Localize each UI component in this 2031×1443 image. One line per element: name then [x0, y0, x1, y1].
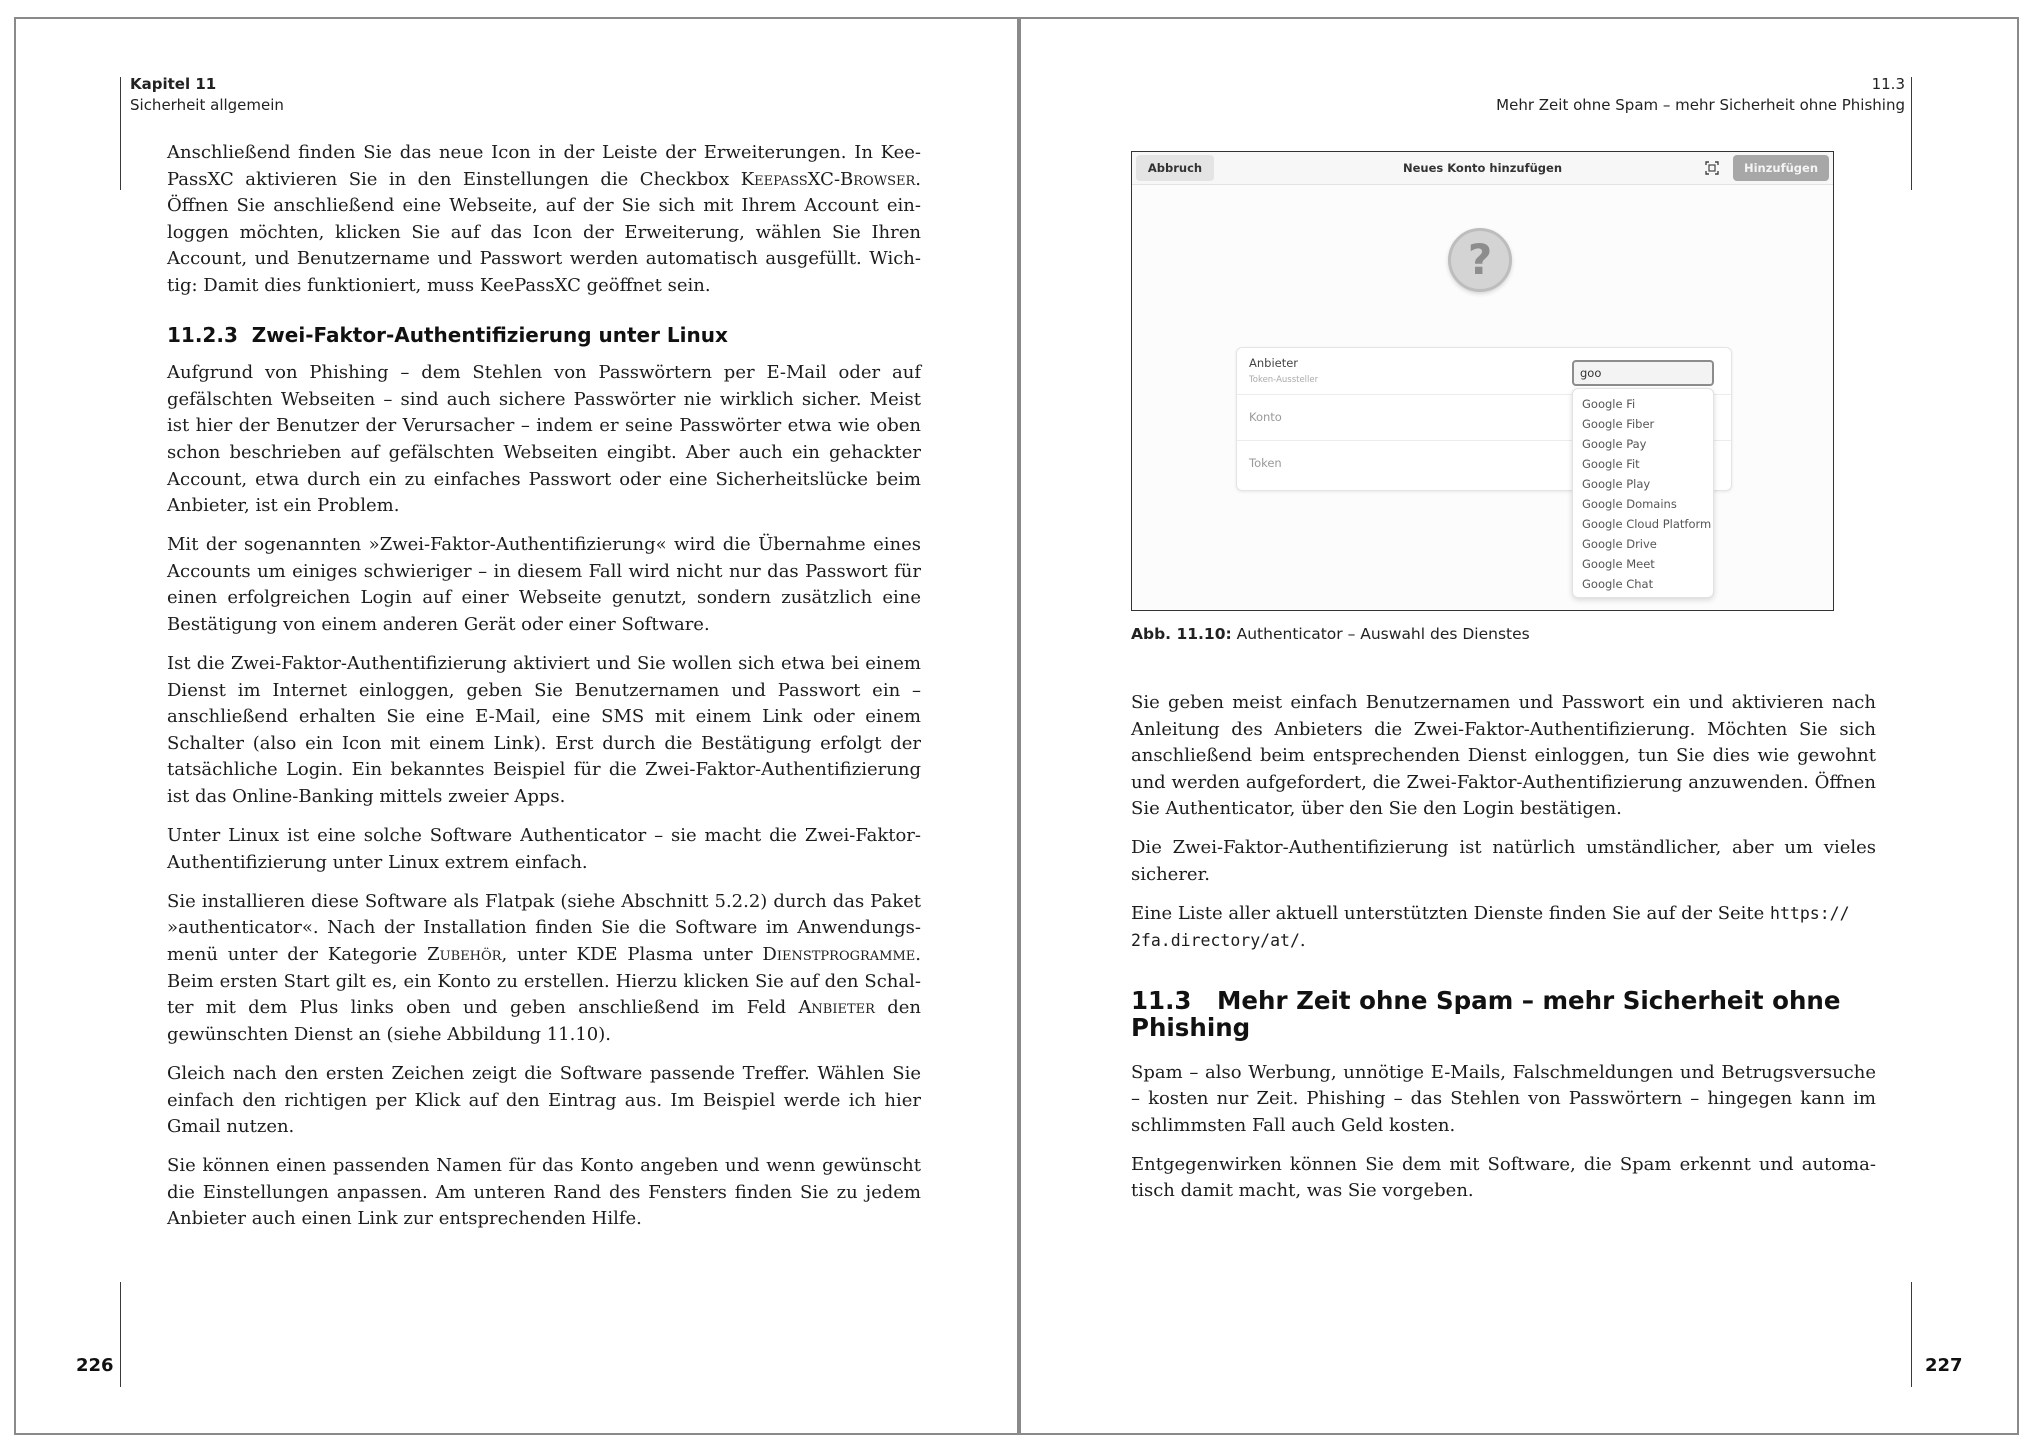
section-label: 11.3 — [1871, 75, 1905, 93]
menu-term: Dienstprogramme — [762, 944, 916, 966]
field-term: Anbieter — [798, 997, 875, 1019]
dialog-header — [1132, 152, 1833, 185]
provider-label: Anbieter — [1249, 356, 1299, 370]
text-run: . Öffnen Sie anschließend eine Webseite, auf der Sie sich mit Ihrem Account einloggen möchten, klicken Sie auf das Icon der Erweiterung, wählen Sie Ihren Account, und Benutzername und Passwort werden automatisch ausgefüllt. Wichtig: Damit dies funktioniert, muss KeePassXC geöffnet sein. — [167, 168, 921, 296]
running-head — [1496, 74, 1905, 116]
section-heading — [167, 322, 921, 349]
body-paragraph: Spam – also Werbung, unnötige E-Mails, Falschmeldungen und Betrugsversuche – kosten nur Zeit. Phishing – das Stehlen von Passwörtern – hingegen kann im schlimmsten Fall auch Geld kosten. — [1131, 1061, 1876, 1136]
install-paragraph — [167, 889, 921, 1049]
page-number: 227 — [1925, 1355, 1963, 1376]
chapter-title: Sicherheit allgemein — [130, 96, 284, 114]
left-page — [14, 17, 1019, 1435]
suggestion-item[interactable]: Google Meet — [1582, 557, 1655, 571]
suggestion-item[interactable]: Google Domains — [1582, 497, 1677, 511]
body-paragraph: Entgegenwirken können Sie dem mit Software, die Spam erkennt und automatisch damit macht, was Sie vorgeben. — [1131, 1153, 1876, 1202]
page-number: 226 — [76, 1355, 114, 1376]
checkbox-term: KeepassXC-Browser — [740, 168, 916, 190]
cancel-button[interactable]: Abbruch — [1136, 155, 1214, 181]
body-paragraph: Mit der sogenannten »Zwei-Faktor-Authentifizierung« wird die Übernahme eines Accounts um einiges schwieriger – in diesem Fall wird nicht nur das Passwort für einen erfolgreichen Login auf einer Webseite genutzt, sondern zusätzlich eine Bestätigung von einem anderen Gerät oder einer Software. — [167, 534, 921, 635]
margin-rule-bottom — [1911, 1282, 1912, 1387]
provider-search-input[interactable]: goo — [1572, 360, 1714, 386]
body-paragraph: Sie geben meist einfach Benutzernamen und Passwort ein und aktivieren nach Anleitung des Anbieters die Zwei-Faktor-Authentifizierung. Möchten Sie sich anschließend beim entsprechenden Dienst einloggen, tun Sie dies wie gewohnt und werden aufgefordert, die Zwei-Faktor-Authentifizierung anzuwenden. Öffnen Sie Authenticator, über den Sie den Login bestätigen. — [1131, 692, 1876, 820]
provider-placeholder-icon — [1448, 228, 1512, 292]
text-run: . — [1299, 929, 1306, 951]
text-run: Anschließend finden Sie das neue Icon in der Leiste der Erweiterungen. In KeePassXC aktivieren Sie in den Einstellungen die Checkbox — [167, 142, 921, 190]
body-paragraph: Aufgrund von Phishing – dem Stehlen von Passwörtern per E-Mail oder auf gefälschten Webseiten – sind auch sichere Passwörter nie wirklich sicher. Meist ist hier der Benutzer der Verursacher – indem er seine Passwörter etwa wie oben schon beschrieben auf gefälschten Webseiten eingibt. Aber auch ein gehackter Account, etwa durch ein zu einfaches Passwort oder eine Sicherheitslücke beim Anbieter, ist ein Problem. — [167, 362, 921, 517]
body-paragraph: Die Zwei-Faktor-Authentifizierung ist natürlich umständlicher, aber um vieles sicherer. — [1131, 837, 1876, 886]
left-body — [167, 140, 921, 1245]
text-run: den gewünschten Dienst an (siehe Abbildung 11.10). — [167, 997, 921, 1045]
suggestion-item[interactable]: Google Play — [1582, 477, 1651, 491]
suggestion-item[interactable]: Google Chat — [1582, 577, 1654, 591]
text-run: Sie installieren diese Software als Flatpak (siehe Abschnitt 5.2.2) durch das Paket »authenticator«. Nach der Installation finden Sie die Software im Anwendungsmenü unter der Kategorie — [167, 890, 921, 966]
suggestion-item[interactable]: Google Drive — [1582, 537, 1657, 551]
provider-hint: Token-Aussteller — [1249, 375, 1319, 385]
qr-scan-icon[interactable] — [1705, 161, 1719, 175]
menu-term: Zubehör — [427, 944, 502, 966]
section-number: 11.3 — [1131, 986, 1192, 1016]
body-paragraph: Unter Linux ist eine solche Software Authenticator – sie macht die Zwei-Faktor-Authentifizierung unter Linux extrem einfach. — [167, 825, 921, 873]
figure-caption — [1131, 625, 1530, 643]
intro-paragraph — [167, 140, 921, 300]
section-heading — [1131, 988, 1876, 1041]
suggestion-item[interactable]: Google Fiber — [1582, 417, 1655, 431]
text-run: . Beim ersten Start gilt es, ein Konto zu erstellen. Hierzu klicken Sie auf den Schalter mit dem Plus links oben und geben anschließend im Feld — [167, 944, 922, 1019]
url-link[interactable]: https:// — [1770, 904, 1850, 924]
url-link[interactable]: 2fa.directory/at/ — [1131, 930, 1300, 950]
text-run: , unter KDE Plasma unter — [501, 944, 763, 966]
link-paragraph — [1131, 901, 1876, 954]
dialog-title: Neues Konto hinzufügen — [1402, 161, 1563, 175]
margin-rule-top — [120, 77, 121, 190]
token-label: Token — [1249, 456, 1282, 470]
chapter-label: Kapitel 11 — [130, 75, 217, 93]
account-label: Konto — [1249, 410, 1282, 424]
authenticator-screenshot — [1131, 151, 1834, 611]
section-title: Mehr Zeit ohne Spam – mehr Sicherheit ohne Phishing — [1131, 986, 1841, 1042]
body-paragraph: Ist die Zwei-Faktor-Authentifizierung aktiviert und Sie wollen sich etwa bei einem Dienst im Internet einloggen, geben Sie Benutzernamen und Passwort ein – anschließend erhalten Sie eine E-Mail, eine SMS mit einem Link oder einem Schalter (also ein Icon mit einem Link). Erst durch die Bestätigung erfolgt der tatsächliche Login. Ein bekanntes Beispiel für die Zwei-Faktor-Authentifizierung ist das Online-Banking mittels zweier Apps. — [167, 653, 921, 808]
margin-rule-top — [1911, 77, 1912, 190]
provider-suggestions — [1572, 388, 1714, 598]
body-paragraph: Sie können einen passenden Namen für das Konto angeben und wenn gewünscht die Einstellungen anpassen. Am unteren Rand des Fensters finden Sie zu jedem Anbieter auch einen Link zur entsprechenden Hilfe. — [167, 1155, 921, 1230]
suggestion-item[interactable]: Google Fit — [1582, 457, 1640, 471]
margin-rule-bottom — [120, 1282, 121, 1387]
section-number: 11.2.3 — [167, 322, 238, 347]
text-run: Eine Liste aller aktuell unterstützten Dienste finden Sie auf der Seite — [1131, 903, 1771, 925]
suggestion-item[interactable]: Google Cloud Platform — [1582, 517, 1712, 531]
question-mark-glyph: ? — [1467, 235, 1493, 284]
section-title: Zwei-Faktor-Authentifizierung unter Linux — [251, 322, 728, 347]
caption-label: Abb. 11.10: — [1131, 625, 1232, 643]
add-button[interactable]: Hinzufügen — [1733, 155, 1829, 181]
running-head — [130, 74, 284, 116]
section-running-title: Mehr Zeit ohne Spam – mehr Sicherheit ohne Phishing — [1496, 96, 1905, 114]
suggestion-item[interactable]: Google Pay — [1582, 437, 1647, 451]
caption-text: Authenticator – Auswahl des Dienstes — [1231, 625, 1530, 643]
suggestion-item[interactable]: Google Fi — [1582, 397, 1636, 411]
body-paragraph: Gleich nach den ersten Zeichen zeigt die Software passende Treffer. Wählen Sie einfach den richtigen per Klick auf den Eintrag aus. Im Beispiel werde ich hier Gmail nutzen. — [167, 1062, 921, 1138]
right-page — [1019, 17, 2019, 1435]
right-body — [1131, 690, 1876, 1218]
